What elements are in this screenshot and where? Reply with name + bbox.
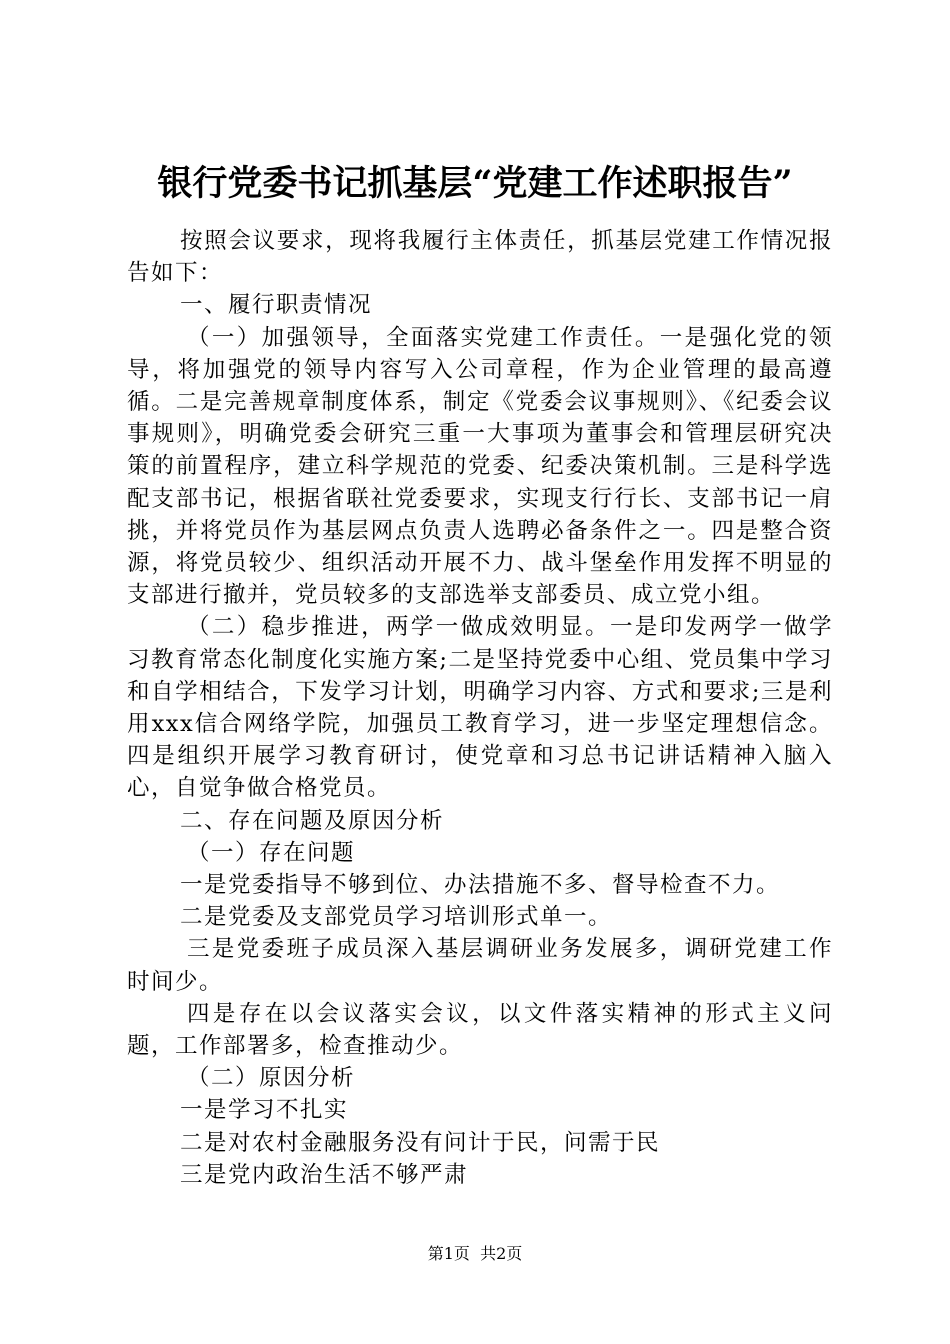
section-heading-1: 一、履行职责情况 — [180, 292, 373, 319]
document-body — [127, 225, 833, 1191]
intro-paragraph: 按照会议要求，现将我履行主体责任，抓基层党建工作情况报告如下： — [127, 228, 833, 287]
subheading-problems: （一）存在问题 — [187, 839, 356, 866]
document-title: 银行党委书记抓基层“党建工作述职报告” — [157, 163, 793, 204]
subheading-causes: （二）原因分析 — [187, 1065, 356, 1092]
cause-item-1: 一是学习不扎实 — [180, 1097, 349, 1124]
problem-item-4: 四是存在以会议落实会议，以文件落实精神的形式主义问题，工作部署多，检查推动少。 — [127, 1000, 833, 1060]
paragraph-1-2: （二）稳步推进，两学一做成效明显。一是印发两学一做学习教育常态化制度化实施方案;二是坚持党委中心组、党员集中学习和自学相结合，下发学习计划，明确学习内容、方式和要求;三是利用xxx信合网络学院，加强员工教育学习，进一步坚定理想信念。四是组织开展学习教育研讨，使党章和习总书记讲话精神入脑入心，自觉争做合格党员。 — [127, 614, 833, 802]
page-footer: 第1页 共2页 — [427, 1244, 523, 1263]
problem-item-2: 二是党委及支部党员学习培训形式单一。 — [180, 904, 613, 931]
paragraph-1-1: （一）加强领导，全面落实党建工作责任。一是强化党的领导，将加强党的领导内容写入公司章程，作为企业管理的最高遵循。二是完善规章制度体系，制定《党委会议事规则》、《纪委会议事规则》，明确党委会研究三重一大事项为董事会和管理层研究决策的前置程序，建立科学规范的党委、纪委决策机制。三是科学选配支部书记，根据省联社党委要求，实现支行行长、支部书记一肩挑，并将党员作为基层网点负责人选聘必备条件之一。四是整合资源，将党员较少、组织活动开展不力、战斗堡垒作用发挥不明显的支部进行撤并，党员较多的支部选举支部委员、成立党小组。 — [127, 324, 833, 609]
problem-item-1: 一是党委指导不够到位、办法措施不多、督导检查不力。 — [180, 872, 781, 899]
cause-item-2: 二是对农村金融服务没有问计于民，问需于民 — [180, 1129, 661, 1156]
cause-item-3: 三是党内政治生活不够严肃 — [180, 1161, 469, 1188]
problem-item-3: 三是党委班子成员深入基层调研业务发展多，调研党建工作时间少。 — [127, 936, 833, 995]
section-heading-2: 二、存在问题及原因分析 — [180, 807, 445, 834]
